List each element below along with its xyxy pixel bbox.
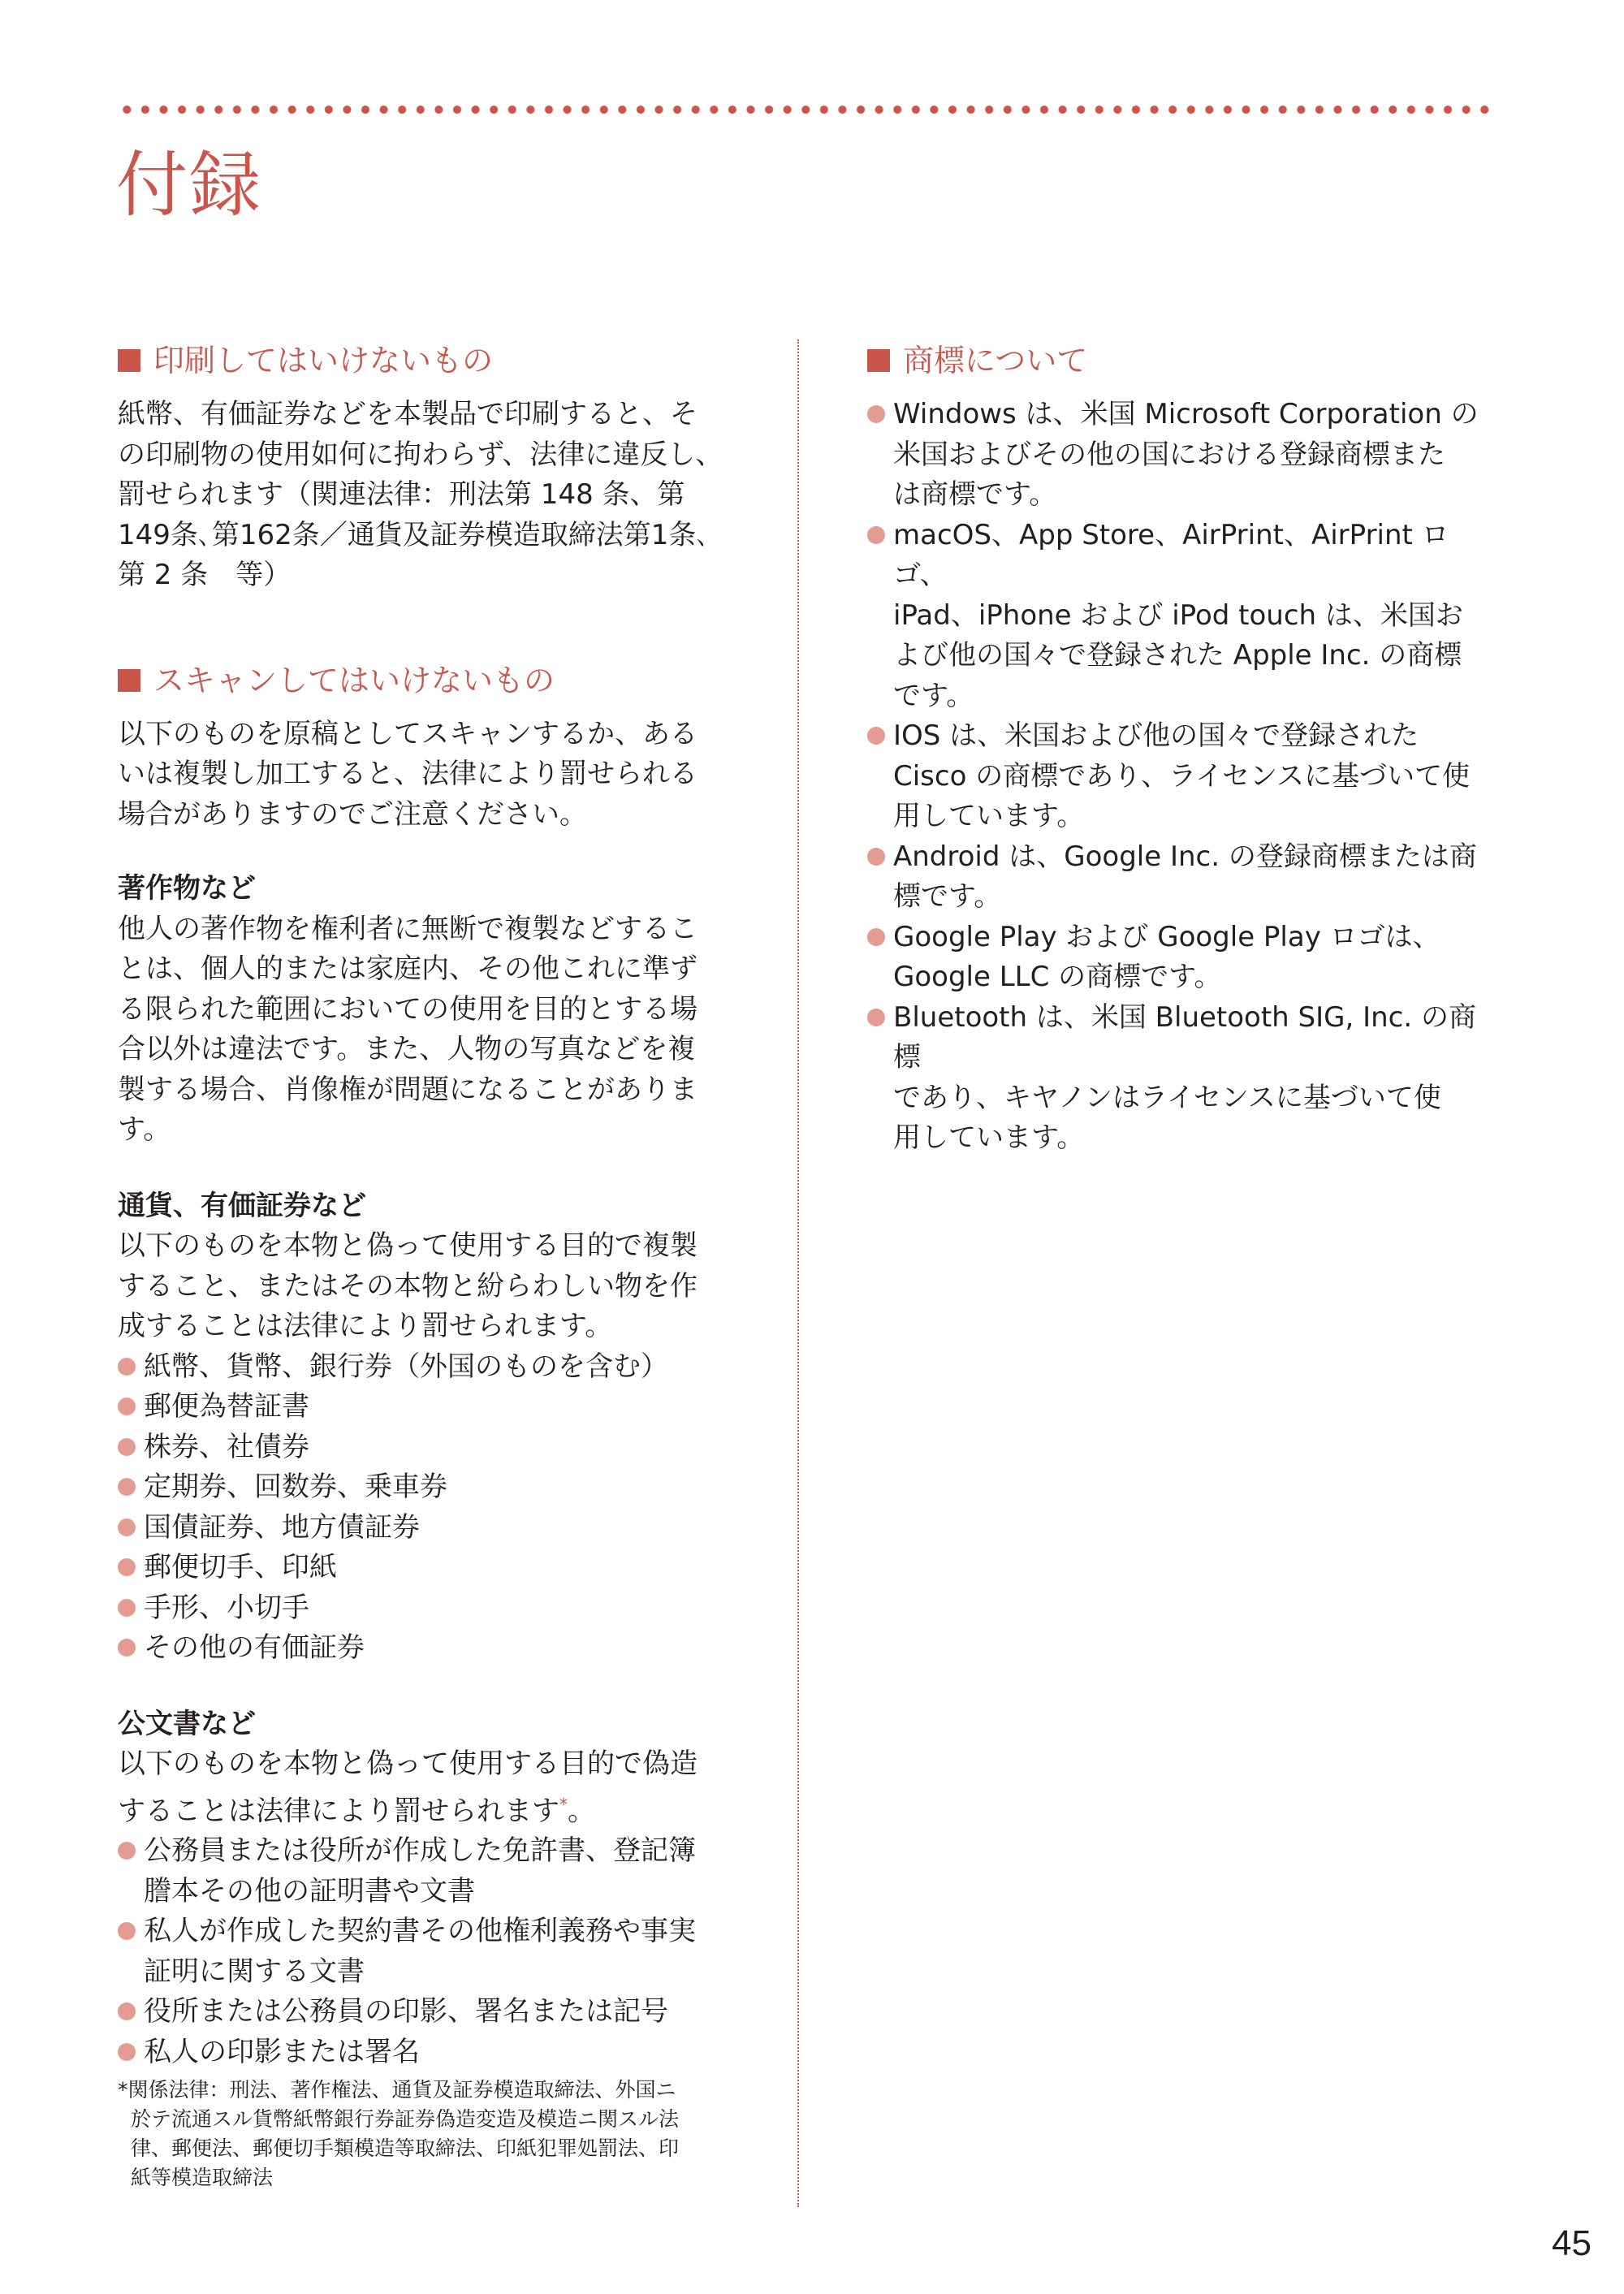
footnote [118, 2076, 735, 2192]
list-item [118, 1467, 735, 1508]
bullet-dot-icon [867, 1009, 885, 1026]
bullet-dot-icon [118, 2043, 136, 2061]
list-item-text: 手形、小切手 [144, 1591, 309, 1624]
list-item-text: Google Play および Google Play ロゴは、 [893, 920, 1440, 953]
section-scan-prohibited [118, 659, 735, 836]
column-divider [797, 339, 799, 2207]
list-item-text: その他の有価証券 [144, 1631, 365, 1664]
bullet-dot-icon [118, 1922, 136, 1940]
subsection-heading: 公文書など [118, 1707, 256, 1740]
list-item [118, 1428, 735, 1468]
list-item [867, 395, 1492, 516]
bullet-dot-icon [118, 1519, 136, 1536]
list-item-text: 米国およびその他の国における登録商標また [893, 438, 1445, 471]
subsection-heading: 著作物など [118, 872, 256, 905]
list-item-text: 定期券、回数券、乗車券 [144, 1471, 447, 1503]
dotted-rule [118, 102, 1490, 118]
text-line: 以下のものを本物と偽って使用する目的で偽造 [118, 1748, 698, 1780]
text-line: 紙幣、有価証券などを本製品で印刷すると、そ [118, 398, 698, 430]
bullet-dot-icon [867, 848, 885, 866]
subsection-heading: 通貨、有価証券など [118, 1189, 366, 1222]
list-item-text: Windows は、米国 Microsoft Corporation の [893, 398, 1479, 430]
list-item-text: 株券、社債券 [144, 1430, 309, 1463]
left-column [118, 339, 735, 2192]
text-line: す。 [118, 1113, 171, 1146]
bullet-dot-icon [118, 1558, 136, 1576]
list-item [867, 716, 1492, 837]
list-item [867, 516, 1492, 717]
subsection-official-documents [118, 1704, 735, 2193]
text-line: 149条､第162条／通貨及証券模造取締法第1条､ [118, 518, 710, 551]
list-item [118, 1347, 735, 1388]
trademark-list [867, 395, 1492, 1159]
text-line: とは、個人的または家庭内、その他これに準ず [118, 953, 698, 985]
bullet-dot-icon [867, 928, 885, 946]
list-item [867, 998, 1492, 1159]
square-bullet-icon [867, 349, 890, 372]
list-item-text: 郵便為替証書 [144, 1390, 309, 1423]
text-line: 場合がありますのでご注意ください。 [118, 797, 587, 831]
section-heading [867, 339, 1492, 382]
list-item-text: 用しています。 [893, 800, 1085, 832]
page-number: 45 [1552, 2223, 1592, 2263]
list-item-text: は商標です。 [893, 478, 1057, 511]
bullet-dot-icon [118, 1842, 136, 1860]
text-line: る限られた範囲においての使用を目的とする場 [118, 992, 698, 1026]
text-line: 合以外は違法です。また、人物の写真などを複 [118, 1033, 696, 1065]
section-trademarks [867, 339, 1492, 1159]
bullet-dot-icon [867, 526, 885, 544]
list-item-text: 紙幣、貨幣、銀行券（外国のものを含む） [144, 1350, 668, 1383]
list-item-text: 国債証券、地方債証券 [144, 1510, 420, 1544]
bullet-dot-icon [118, 1639, 136, 1657]
bullet-dot-icon [118, 1398, 136, 1415]
bullet-dot-icon [118, 1358, 136, 1376]
section-heading-text: 印刷してはいけないもの [153, 343, 494, 378]
text-line: の印刷物の使用如何に拘わらず、法律に違反し、 [118, 438, 723, 471]
text-line: 他人の著作物を権利者に無断で複製などするこ [118, 912, 698, 945]
list-item [118, 1992, 735, 2033]
bullet-dot-icon [118, 1599, 136, 1617]
bullet-dot-icon [118, 1438, 136, 1456]
page-title: 付録 [116, 143, 263, 227]
list-item-text: 私人が作成した契約書その他権利義務や事実 [144, 1915, 696, 1948]
list-item-text: 公務員または役所が作成した免許書、登記簿 [144, 1834, 696, 1868]
list-item-text: 私人の印影または署名 [144, 2035, 420, 2068]
paragraph [118, 395, 735, 596]
section-heading [118, 659, 735, 702]
list-item [118, 1912, 735, 1992]
footnote-line: 紙等模造取締法 [131, 2166, 274, 2190]
list-item-text: IOS は、米国および他の国々で登録された [893, 719, 1419, 752]
list-item-text: 標です。 [893, 880, 1002, 913]
paragraph [118, 909, 735, 1151]
text-line: 第 2 条 等） [118, 559, 292, 591]
subsection-currency [118, 1186, 735, 1669]
section-print-prohibited [118, 339, 735, 596]
bullet-dot-icon [867, 405, 885, 423]
list-item-text: 役所または公務員の印影、署名または記号 [144, 1995, 668, 2028]
square-bullet-icon [118, 669, 140, 692]
text-line: すること、またはその本物と紛らわしい物を作 [118, 1269, 698, 1303]
list-item [867, 918, 1492, 998]
list-item-text: Cisco の商標であり、ライセンスに基づいて使 [893, 759, 1471, 793]
bullet-dot-icon [118, 1478, 136, 1496]
list-item-text: 用しています。 [893, 1121, 1085, 1154]
subsection-copyright [118, 869, 735, 1151]
list-item [118, 2033, 735, 2073]
footnote-line: *関係法律：刑法、著作権法、通貨及証券模造取締法、外国ニ [118, 2078, 676, 2102]
text-line: いは複製し加工すると、法律により罰せられる [118, 758, 698, 790]
text-line: 成することは法律により罰せられます。 [118, 1310, 613, 1342]
footnote-line: 律、郵便法、郵便切手類模造等取締法、印紙犯罪処罰法、印 [131, 2136, 680, 2161]
right-column [867, 339, 1492, 1159]
list-item-text: Google LLC の商標です。 [893, 961, 1222, 993]
list-item-text: であり、キヤノンはライセンスに基づいて使 [893, 1081, 1441, 1114]
paragraph [118, 1744, 735, 1831]
paragraph [118, 715, 735, 836]
list-item [118, 1548, 735, 1588]
list-item [118, 1387, 735, 1428]
bullet-dot-icon [118, 2002, 136, 2020]
bullet-list [118, 1347, 735, 1669]
list-item [118, 1831, 735, 1912]
bullet-dot-icon [867, 727, 885, 745]
list-item [118, 1588, 735, 1629]
text-line: 以下のものを原稿としてスキャンするか、ある [118, 717, 698, 750]
list-item-text: 証明に関する文書 [144, 1955, 365, 1988]
text-line: 罰せられます（関連法律：刑法第 148 条、第 [118, 478, 685, 511]
list-item-text: Bluetooth は、米国 Bluetooth SIG, Inc. の商標 [893, 1000, 1476, 1074]
list-item [118, 1628, 735, 1669]
list-item-text: 謄本その他の証明書や文書 [144, 1874, 475, 1907]
footnote-marker: * [559, 1794, 568, 1814]
paragraph [118, 1226, 735, 1347]
list-item [867, 837, 1492, 918]
section-heading-text: スキャンしてはいけないもの [153, 662, 555, 698]
text-line: 製する場合、肖像権が問題になることがありま [118, 1073, 698, 1106]
list-item-text: Android は、Google Inc. の登録商標または商 [893, 840, 1477, 873]
text-line-end: 。 [568, 1794, 595, 1827]
footnote-line: 於テ流通スル貨幣紙幣銀行券証券偽造変造及模造ニ関スル法 [131, 2107, 680, 2132]
bullet-list [118, 1831, 735, 2072]
list-item-text: iPad、iPhone および iPod touch は、米国お [893, 598, 1463, 632]
text-line: 以下のものを本物と偽って使用する目的で複製 [118, 1229, 698, 1262]
text-line: することは法律により罰せられます [118, 1794, 559, 1827]
list-item-text: 郵便切手、印紙 [144, 1551, 337, 1583]
list-item-text: macOS、App Store、AirPrint、AirPrint ロゴ、 [893, 518, 1449, 591]
square-bullet-icon [118, 349, 140, 372]
list-item-text: です。 [893, 679, 974, 712]
list-item-text: よび他の国々で登録された Apple Inc. の商標 [893, 639, 1462, 672]
list-item [118, 1508, 735, 1549]
section-heading-text: 商標について [903, 343, 1088, 378]
section-heading [118, 339, 735, 382]
